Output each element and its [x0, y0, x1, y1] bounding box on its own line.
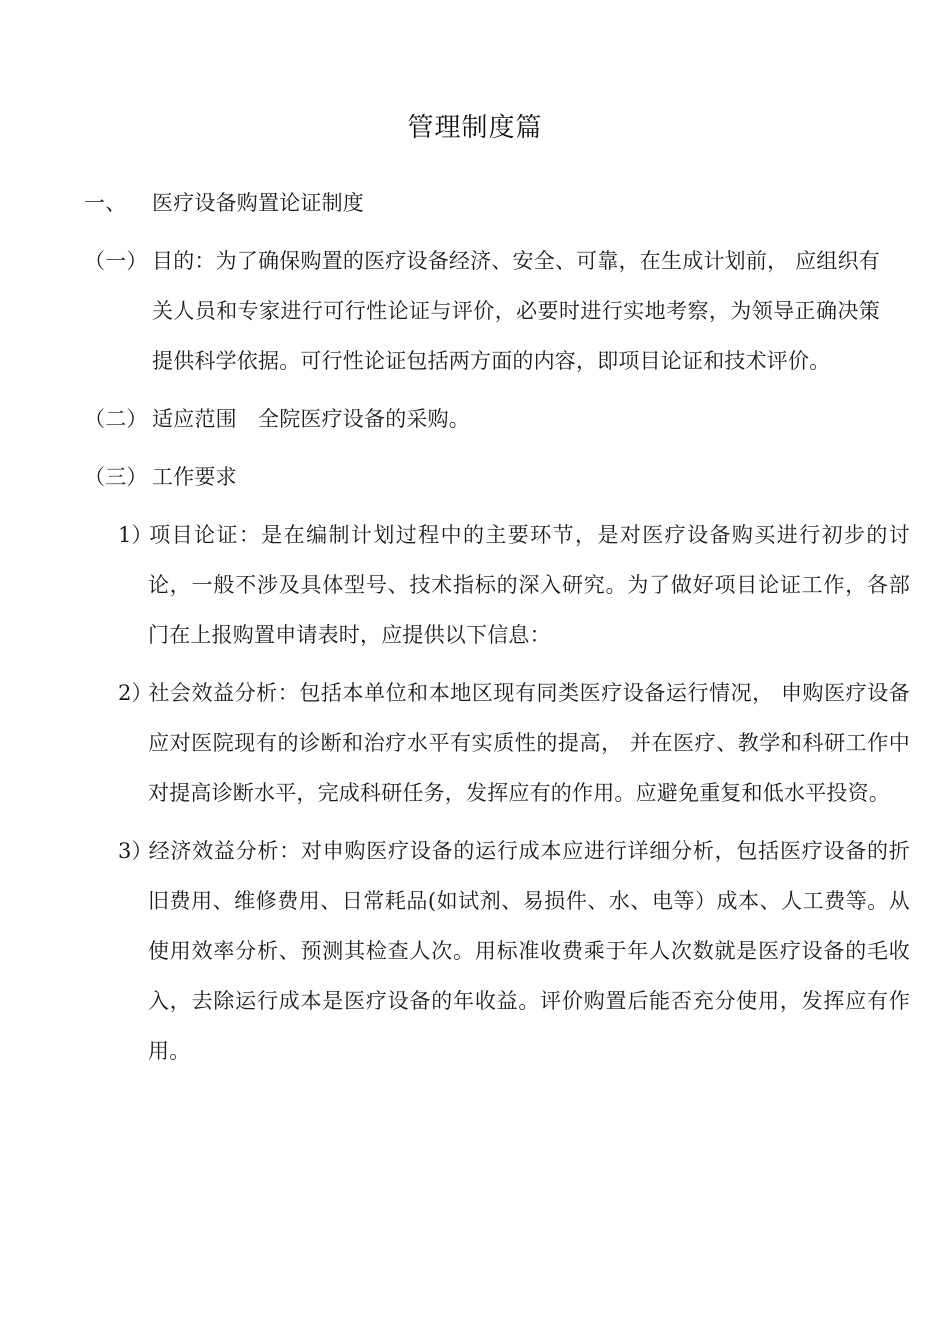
section-heading-1: [84, 178, 880, 228]
list-item-text: 项目论证：是在编制计划过程中的主要环节，是对医疗设备购买进行初步的讨论，一般不涉及具体型号、技术指标的深入研究。为了做好项目论证工作，各部门在上报购置申请表时，应提供以下信息：: [148, 523, 910, 647]
list-item-text: 社会效益分析：包括本单位和本地区现有同类医疗设备运行情况， 申购医疗设备应对医院现有的诊断和治疗水平有实质性的提高， 并在医疗、教学和科研工作中对提高诊断水平，完成科研任务，发挥应有的作用。应避免重复和低水平投资。: [148, 681, 910, 805]
subsection-text: 适应范围 全院医疗设备的采购。: [152, 407, 470, 431]
section-text: 医疗设备购置论证制度: [152, 191, 364, 215]
list-item-marker: 3）: [118, 839, 153, 863]
subsection-scope: [84, 394, 880, 444]
subsection-marker: （三）: [84, 465, 148, 489]
subsection-marker: （二）: [84, 407, 148, 431]
subsection-text: 工作要求: [152, 465, 237, 489]
subsection-requirements: [84, 452, 880, 502]
list-item-project-review: [118, 510, 910, 660]
section-marker: 一、: [84, 191, 127, 215]
list-item-social-benefit: [118, 668, 910, 818]
page-title: 管理制度篇: [407, 113, 543, 143]
list-item-marker: 1）: [118, 523, 153, 547]
list-item-marker: 2）: [118, 681, 153, 705]
list-item-text: 经济效益分析：对申购医疗设备的运行成本应进行详细分析，包括医疗设备的折旧费用、维修费用、日常耗品(如试剂、易损件、水、电等）成本、人工费等。从使用效率分析、预测其检查人次。用标准收费乘于年人次数就是医疗设备的毛收入，去除运行成本是医疗设备的年收益。评价购置后能否充分使用，发挥应有作用。: [148, 839, 910, 1063]
document-body: [84, 178, 910, 1084]
subsection-purpose: [84, 236, 880, 386]
list-item-economic-benefit: [118, 826, 910, 1076]
subsection-text: 目的：为了确保购置的医疗设备经济、安全、可靠，在生成计划前， 应组织有关人员和专家进行可行性论证与评价，必要时进行实地考察，为领导正确决策提供科学依据。可行性论证包括两方面的内容，即项目论证和技术评价。: [152, 249, 880, 373]
subsection-marker: （一）: [84, 249, 148, 273]
